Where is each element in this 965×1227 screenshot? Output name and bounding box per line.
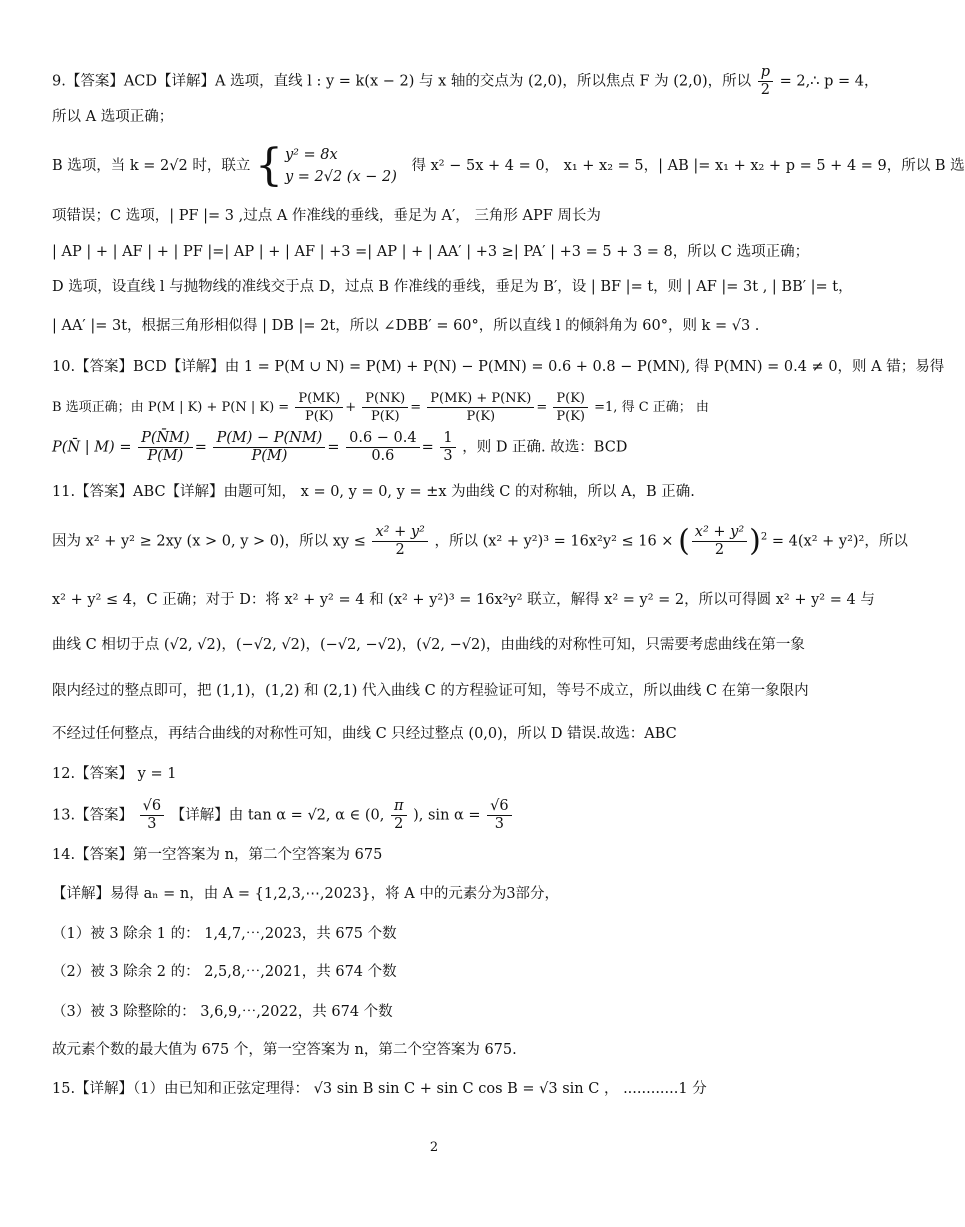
q14-line-6: 故元素个数的最大值为 675 个，第一空答案为 n，第二个空答案为 675. bbox=[52, 1042, 517, 1058]
q11-line-4: 曲线 C 相切于点 (√2, √2)，(−√2, √2)，(−√2, −√2)，(√2, −√2)，由曲线的对称性可知，只需要考虑曲线在第一象 bbox=[52, 637, 805, 653]
fraction: $\frac{P(MK)}{P(K)}$ bbox=[295, 390, 343, 425]
q12-line: 12.【答案】 y = 1 bbox=[52, 766, 177, 782]
fraction: $\frac{0.6 - 0.4}{0.6}$ bbox=[346, 430, 420, 465]
page-number: 2 bbox=[429, 1140, 439, 1155]
fraction: $\frac{1}{3}$ bbox=[440, 430, 455, 465]
q15-line-1: 15.【详解】（1）由已知和正弦定理得： √3 sin B sin C + sin C cos B = √3 sin C ， ............1 分 bbox=[52, 1081, 707, 1097]
fraction: $\frac{P(N̄M)}{P(M)}$ bbox=[138, 430, 193, 465]
q14-line-1: 14.【答案】第一空答案为 n，第二个空答案为 675 bbox=[52, 847, 383, 863]
brace-symbol: { bbox=[254, 140, 283, 191]
q10-line-3: P(N̄ | M) = $\frac{P(N̄M)}{P(M)}$ = $\frac{P(M) - P(NM)}{P(M)}$ = $\frac{0.6 - 0.4}{0.6}$ = $\frac{1}{3}$ ，则 D 正确. 故选：BCD bbox=[52, 430, 628, 464]
paren-close: ) bbox=[749, 523, 761, 559]
fraction: $\frac{P(M) - P(NM)}{P(M)}$ bbox=[213, 430, 325, 465]
q14-line-4: （2）被 3 除余 2 的： 2,5,8,⋯,2021，共 674 个数 bbox=[52, 964, 397, 980]
text: 9.【答案】ACD【详解】A 选项，直线 l : y = k(x − 2) 与 x 轴的交点为 (2,0)，所以焦点 F 为 (2,0)，所以 bbox=[52, 73, 752, 90]
q9-line-6: D 选项，设直线 l 与抛物线的准线交于点 D，过点 B 作准线的垂线，垂足为 B′，设 | BF |= t，则 | AF |= 3t , | BB′ |= t， bbox=[52, 279, 853, 295]
fraction: $\frac{\pi}{2}$ bbox=[391, 798, 407, 833]
fraction: $\frac{P(K)}{P(K)}$ bbox=[553, 390, 588, 425]
fraction: $\frac{\text{x² + y²}}{2}$ bbox=[692, 524, 747, 559]
q11-line-5: 限内经过的整点即可，把 (1,1)，(1,2) 和 (2,1) 代入曲线 C 的方程验证可知，等号不成立，所以曲线 C 在第一象限内 bbox=[52, 683, 809, 699]
q13-line: 13.【答案】 $\frac{√6}{3}$ 【详解】由 tan α = √2, α ∈ (0, $\frac{\pi}{2}$ ), sin α = $\frac{√6}{3}$ bbox=[52, 798, 828, 833]
fraction: $\frac{P(MK) + P(NK)}{P(K)}$ bbox=[427, 390, 534, 425]
q11-line-1: 11.【答案】ABC【详解】由题可知， x = 0, y = 0, y = ±x 为曲线 C 的对称轴，所以 A，B 正确. bbox=[52, 484, 695, 500]
q10-line-2: B 选项正确；由 P(M | K) + P(N | K) = $\frac{P(MK)}{P(K)}$ + $\frac{P(NK)}{P(K)}$ = $\frac{P(MK) + P(NK)}{P(K)}$ = $\frac{P(K)}{P(K)}$ =1, 得 C 正确； 由 bbox=[52, 391, 709, 424]
q11-line-3: x² + y² ≤ 4，C 正确；对于 D：将 x² + y² = 4 和 (x² + y²)³ = 16x²y² 联立，解得 x² = y² = 2，所以可得圆 x² + y² = 4 与 bbox=[52, 592, 875, 608]
fraction-p-over-2: $\frac{p}{2}$ bbox=[758, 64, 773, 99]
q9-line-4: 项错误；C 选项，| PF |= 3 ,过点 A 作准线的垂线，垂足为 A′， 三角形 APF 周长为 bbox=[52, 208, 601, 224]
q9-line-1 bbox=[52, 64, 879, 99]
fraction: $\frac{√6}{3}$ bbox=[487, 798, 511, 833]
q11-line-6: 不经过任何整点，再结合曲线的对称性可知，曲线 C 只经过整点 (0,0)，所以 D 错误.故选：ABC bbox=[52, 726, 677, 742]
q10-line-1: 10.【答案】BCD【详解】由 1 = P(M ∪ N) = P(M) + P(N) − P(MN) = 0.6 + 0.8 − P(MN), 得 P(MN) = 0.4 ≠ 0，则 A 错；易得 bbox=[52, 359, 945, 375]
text: = 2,∴ p = 4， bbox=[779, 73, 879, 90]
fraction: $\frac{√6}{3}$ bbox=[140, 798, 164, 833]
exponent-2: 2 bbox=[760, 531, 768, 543]
fraction: $\frac{P(NK)}{P(K)}$ bbox=[362, 390, 408, 425]
equation-system: y² = 8x y = 2√2 (x − 2) bbox=[284, 147, 397, 185]
q9-line-2: 所以 A 选项正确； bbox=[52, 109, 174, 125]
q14-line-5: （3）被 3 除整除的： 3,6,9,⋯,2022，共 674 个数 bbox=[52, 1004, 393, 1020]
q9-line-5: | AP | + | AF | + | PF |=| AP | + | AF | +3 =| AP | + | AA′ | +3 ≥| PA′ | +3 = 5 + 3 = 8，所以 C 选项正确； bbox=[52, 244, 810, 260]
paren-open: ( bbox=[678, 523, 690, 559]
q9-line-3: B 选项，当 k = 2√2 时，联立 { y² = 8x y = 2√2 (x − 2) 得 x² − 5x + 4 = 0， x₁ + x₂ = 5，| AB |= x₁ + x₂ + p = 5 + 4 = 9，所以 B 选 bbox=[52, 140, 965, 191]
q14-line-3: （1）被 3 除余 1 的： 1,4,7,⋯,2023，共 675 个数 bbox=[52, 926, 397, 942]
q11-line-2: 因为 x² + y² ≥ 2xy (x > 0, y > 0)，所以 xy ≤ $\frac{\text{x² + y²}}{2}$ ，所以 (x² + y²)³ = 16x²y² ≤ 16 × ( $\frac{\text{x² + y²}}{2}$ )$^2$ = 4(x² + y²)²，所以 bbox=[52, 523, 908, 559]
fraction: $\frac{\text{x² + y²}}{2}$ bbox=[372, 524, 427, 559]
q14-line-2: 【详解】易得 aₙ = n，由 A = {1,2,3,⋯,2023}，将 A 中的元素分为3部分， bbox=[52, 886, 560, 902]
q9-line-7: | AA′ |= 3t，根据三角形相似得 | DB |= 2t，所以 ∠DBB′ = 60°，所以直线 l 的倾斜角为 60°，则 k = √3 . bbox=[52, 318, 760, 334]
